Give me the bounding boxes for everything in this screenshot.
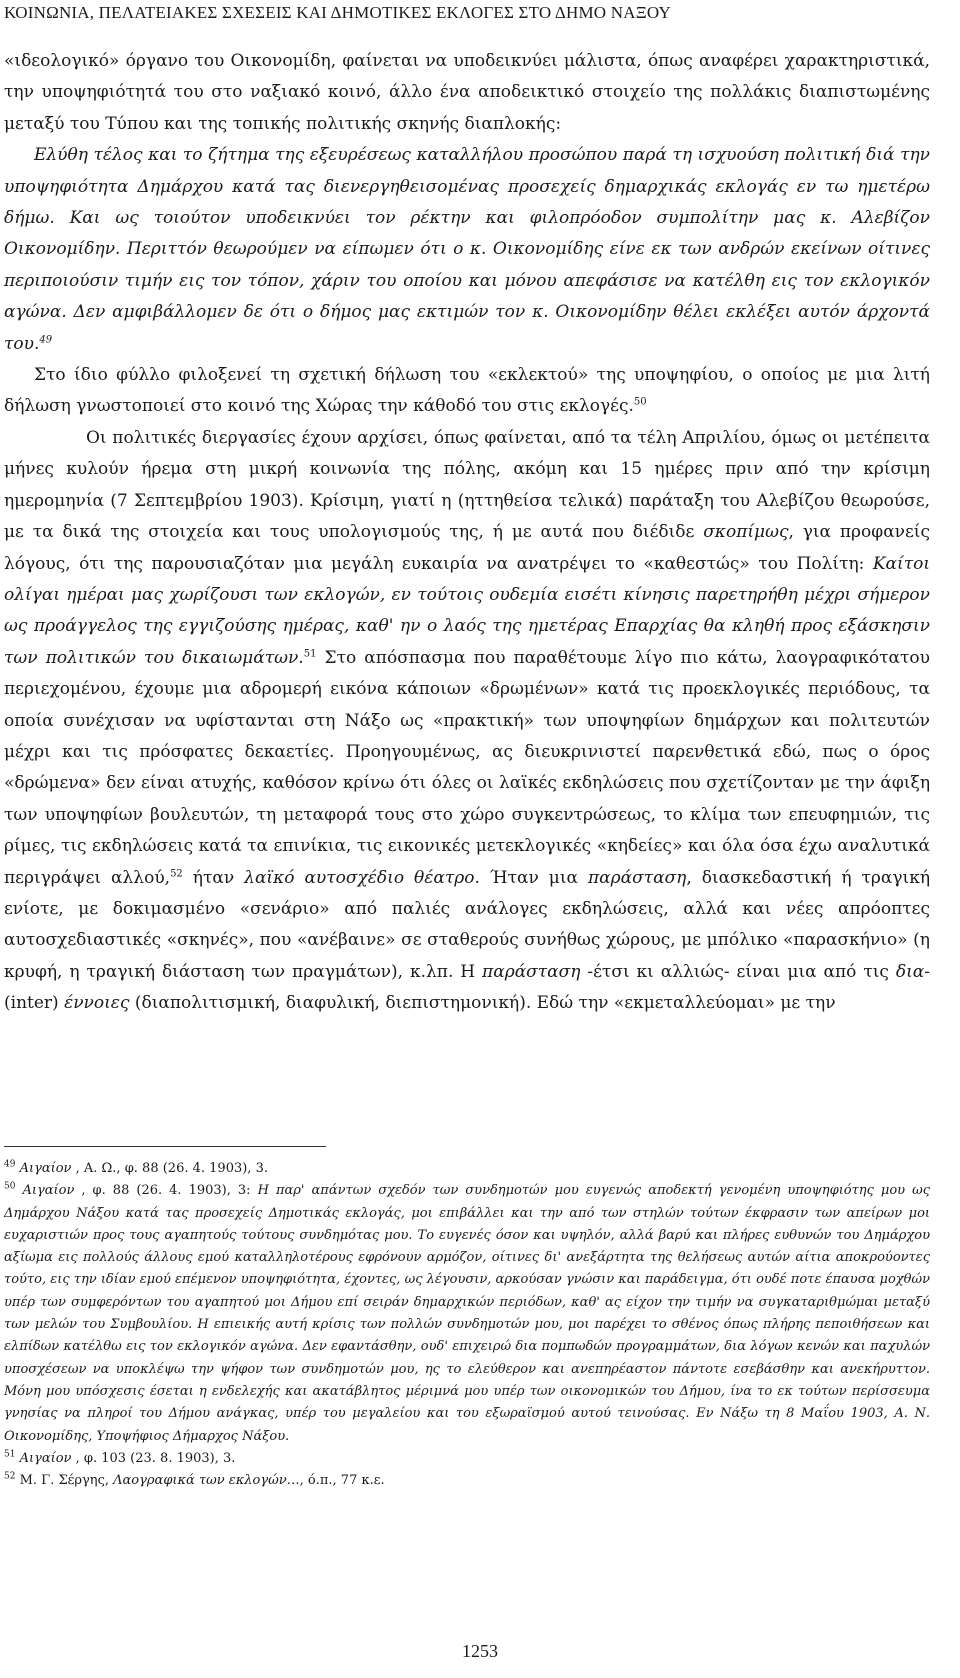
footnote-text: , Α. Ω., φ. 88 (26. 4. 1903), 3. [71,1161,268,1176]
paragraph-text: ήταν [182,867,245,888]
emphasis: έννοιες [64,993,130,1014]
paragraph [4,360,930,423]
footnote-ref[interactable]: 51 [303,648,317,660]
quote-text: Ελύθη τέλος και το ζήτημα της εξευρέσεως καταλλήλου προσώπου παρά τη ισχυούση πολιτική διά την υποψηφιότητα Δημάρχου κατά τας διενεργηθεισομένας προσεχείς δημαρχικάς εκλογάς εν τω ημετέρω δήμω. Και ως τοιούτον υποδεικνύει τον ρέκτην και φιλοπρόοδον συμπολίτην μας κ. Αλεβίζον Οικονομίδην. Περιττόν θεωρούμεν να είπωμεν ότι ο κ. Οικονομίδης είνε εκ των ανδρών εκείνων οίτινες περιποιούσιν τιμήν εις τον τόπον, χάριν του οποίου και μόνου απεφάσισε να κατέλθη εις τον εκλογικόν αγώνα. Δεν αμφιβάλλομεν δε ότι ο δήμος μας εκτιμών τον κ. Οικονομίδην θέλει εκλέξει αυτόν άρχοντά του. [4,145,930,354]
footnote-number: 52 [4,1471,16,1482]
footnote-text: , φ. 103 (23. 8. 1903), 3. [71,1450,236,1466]
emphasis: σκοπίμως [703,522,789,543]
paragraph-text: «ιδεολογικό» όργανο του Οικονομίδη, φαίνεται να υποδεικνύει μάλιστα, όπως αναφέρει χαρακτηριστικά, την υποψηφιότητά του στο ναξιακό κοινό, άλλο ένα αποδεικτικό στοιχείο της πολλάκις διαπιστωμένης μεταξύ του Τύπου και της τοπικής πολιτικής σκηνής διαπλοκής: [4,51,930,134]
paragraph [4,423,930,1020]
footnote-number: 51 [4,1449,16,1460]
paragraph-text: (διαπολιτισμική, διαφυλική, διεπιστημονική). Εδώ την «εκμεταλλεύομαι» με την [129,993,836,1014]
footnote-text: , φ. 88 (26. 4. 1903), 3: [74,1183,258,1199]
footnote-divider [4,1146,326,1147]
running-head: ΚΟΙΝΩΝΙΑ, ΠΕΛΑΤΕΙΑΚΕΣ ΣΧΕΣΕΙΣ ΚΑΙ ΔΗΜΟΤΙΚΕΣ ΕΚΛΟΓΕΣ ΣΤΟ ΔΗΜΟ ΝΑΞΟΥ [4,3,671,22]
emphasis: λαϊκό αυτοσχέδιο θέατρο [244,867,475,888]
footnote-number: 49 [4,1159,16,1170]
source-title: Λαογραφικά των εκλογών… [113,1473,300,1489]
footnote [4,1470,930,1492]
footnote-ref[interactable]: 52 [170,867,183,879]
page-number: 1253 [462,1641,498,1661]
emphasis: δια- [895,961,930,982]
paragraph-text: Οι πολιτικές διεργασίες έχουν αρχίσει, όπως φαίνεται, από τα τέλη Απριλίου, όμως οι μετέπειτα μήνες κυλούν ήρεμα στη μικρή κοινωνία της πόλης, ακόμη και 15 ημέρες πριν από την κρίσιμη ημερομηνία (7 Σεπτεμβρίου 1903). Κρίσιμη, γιατί η (ηττηθείσα τελικά) παράταξη του Αλεβίζου θεωρούσε, με τα δικά της στοιχεία και τους υπολογισμούς της, ή με αυτά που διέδιδε [4,427,930,543]
source-title: Αιγαίον [19,1161,72,1176]
emphasis: παράσταση [482,961,581,982]
source-title: Αιγαίον [19,1450,72,1466]
block-quote [4,140,930,360]
footnote-text: Μ. Γ. Σέργης, [19,1473,114,1489]
footnote-ref[interactable]: 50 [633,396,647,408]
footnote-text: , ό.π., 77 κ.ε. [299,1473,385,1489]
paragraph-text: , για προφανείς λόγους, ότι της παρουσιαζόταν μια μεγάλη ευκαιρία να ανατρέψει το «καθεστώς» του Πολίτη: [4,522,930,574]
body-text [4,46,930,1020]
paragraph-text: Στο ίδιο φύλλο φιλοξενεί τη σχετική δήλωση του «εκλεκτού» της υποψηφίου, ο οποίος με μια λιτή δήλωση γνωστοποιεί στο κοινό της Χώρας την κάθοδό του στις εκλογές. [4,365,930,417]
footnote [4,1158,930,1180]
paragraph-text: -έτσι κι αλλιώς- είναι μια από τις [580,961,896,982]
paragraph-text: Στο απόσπασμα που παραθέτουμε λίγο πιο κάτω, λαογραφικότατου περιεχομένου, έχουμε μια αδρομερή εικόνα κάποιων «δρωμένων» κατά τις προεκλογικές περιόδους, τα οποία συνέχισαν να υφίστανται στη Νάξο ως «πρακτική» των υποψηφίων δημάρχων και πολιτευτών μέχρι και τις πρόσφατες δεκαετίες. Προηγουμένως, ας διευκρινιστεί παρενθετικά εδώ, πως ο όρος «δρώμενα» δεν είναι ατυχής, καθόσον κρίνω ότι όλες οι λαϊκές εκδηλώσεις που σχετίζονταν με την άφιξη των υποψηφίων βουλευτών, τη μεταφορά τους στο χώρο συγκεντρώσεως, το κλίμα των επευφημιών, τις ρίμες, τις εκδηλώσεις κατά τα επινίκια, τις εικονικές μετεκλογικές «κηδείες» και όλα όσα έχω αναλυτικά περιγράψει αλλού, [4,647,930,888]
paragraph-text: , διασκεδαστική ή τραγική ενίοτε, με δοκιμασμένο «σενάριο» από παλιές ανάλογες εκδηλώσεις, αλλά και νέες απρόοπτες αυτοσχεδιαστικές «σκηνές», που «ανέβαινε» σε σταθερούς συνήθως χώρους, με μπόλικο «παρασκήνιο» (η κρυφή, η τραγική διάσταση των πραγμάτων), κ.λπ. Η [4,867,931,982]
paragraph [4,46,930,140]
paragraph-text: . Ήταν μια [474,867,588,888]
footnote-ref[interactable]: 49 [39,334,53,345]
footnotes [4,1158,930,1492]
emphasis: παράσταση [587,867,687,888]
footnote [4,1180,930,1448]
footnote-quote: Η παρ' απάντων σχεδόν των συνδημοτών μου ευγενώς αποδεκτή γενομένη υποψηφιότης μου ως Δημάρχου Νάξου κατά τας προσεχείς Δημοτικάς εκλογάς, μοι επιβάλλει και την από των στηλών τούτων έκφρασιν των απείρων μοι ευχαριστιών προς τους αγαπητούς τούτους συνδημότας μου. Το ευγενές όσον και υψηλόν, αλλά βαρύ και πλήρες ευθυνών του Δημάρχου αξίωμα εις πολλούς άλλους εμού καταλληλοτέρους εφρόνουν αρμόζον, οίτινες δι' ανεξάρτητα της θελήσεως αυτών αίτια αποκρούοντες τούτο, εις την ιδίαν εμού επέμενον υποψηφιότητα, έχοντες, ως λέγουσιν, αρκούσαν γνώσιν και παράδειγμα, ότι ουδέ ποτε έπαυσα μοχθών υπέρ των συμφερόντων του αγαπητού μοι Δήμου επί σειράν δημαρχικών περιόδων, καθ' ας είχον την τιμήν να συγκαταριθμώμαι μεταξύ των μελών του Συμβουλίου. Η επιεικής αυτή κρίσις των πολλών συνδημοτών μου, μοι παρέχει το σθένος όπως πλήρης πεποιθήσεων και ελπίδων κατέλθω εις τον εκλογικόν αγώνα. Δεν εφαντάσθην, ουδ' επιχειρώ δια πομπωδών προγραμμάτων, δια λόγων κενών και παχυλών υποσχέσεων να υποκλέψω την ψήφον των συνδημοτών μου, ης το ελεύθερον και ανεπηρέαστον πάντοτε εσεβάσθην και ανεκήρυττον. Μόνη μου υπόσχεσις έσεται η ενδελεχής και ακατάβλητος μέριμνά μου υπέρ των οικονομικών του Δήμου, ίνα το εκ τούτων περίσσευμα γνησίας να πληροί του Δήμου ανάγκας, υπέρ του μεγαλείου και του εξωραϊσμού αυτού τεινούσας. Εν Νάξω τη 8 Μαΐου 1903, Α. Ν. Οικονομίδης, Υποψήφιος Δήμαρχος Νάξου. [4,1183,930,1444]
footnote [4,1448,930,1470]
footnote-number: 50 [4,1181,16,1192]
inline-quote: Καίτοι ολίγαι ημέραι μας χωρίζουσι των εκλογών, εν τούτοις ουδεμία εισέτι κίνησις παρετηρήθη μέχρι σήμερον ως προάγγελος της εγγιζούσης ημέρας, καθ' ην ο λαός της ημετέρας Επαρχίας θα κληθή προς εξάσκησιν των πολιτικών του δικαιωμάτων. [4,553,930,668]
source-title: Αιγαίον [22,1183,75,1199]
paragraph-text: (inter) [4,993,65,1014]
